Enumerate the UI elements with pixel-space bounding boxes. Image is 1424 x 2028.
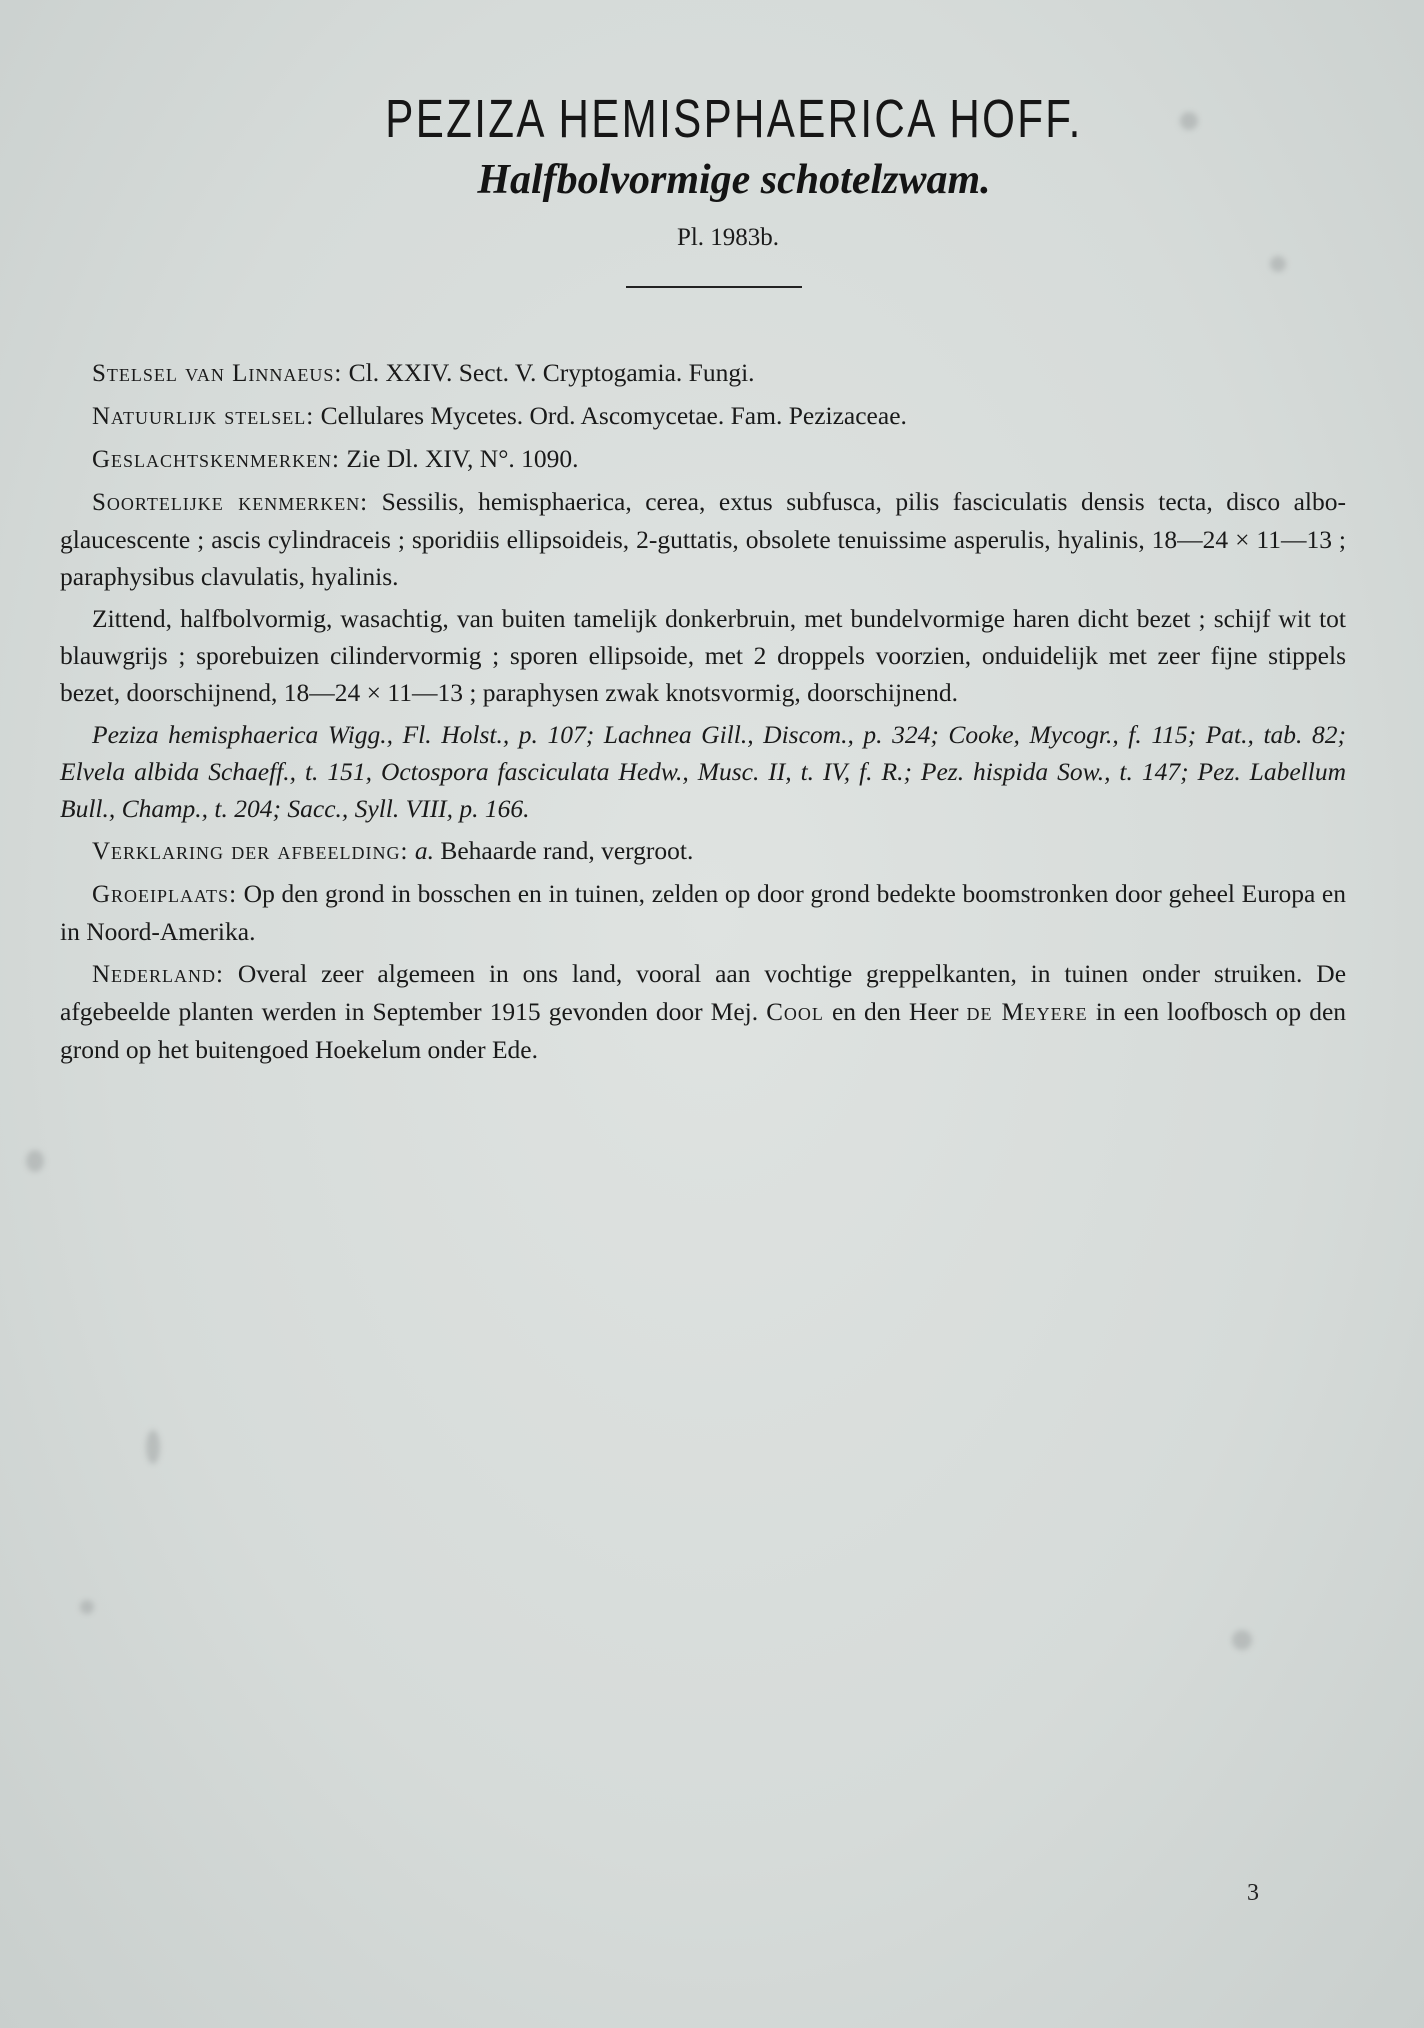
person-name: Cool: [766, 999, 824, 1026]
plate-number: Pl. 1983b.: [676, 224, 780, 251]
paper-spot: [1232, 1630, 1252, 1650]
paragraph-label: Verklaring der afbeelding:: [92, 838, 409, 865]
paragraph-text: Overal zeer algemeen in ons land, vooral aan vochtige greppelkanten, in tuinen onder struiken. De afgebeelde planten werden in September 1915 gevonden door Mej.: [60, 959, 1347, 1026]
paragraph-figure-explanation: [60, 832, 1346, 870]
paragraph-text: Peziza hemisphaerica Wigg., Fl. Holst., p. 107; Lachnea Gill., Discom., p. 324; Cooke, Mycogr., f. 115; Pat., tab. 82; Elvela albida Schaeff., t. 151, Octospora fasciculata Hedw., Musc. II, t. IV, f. R.; Pez. hispida Sow., t. 147; Pez. Labellum Bull., Champ., t. 204; Sacc., Syll. VIII, p. 166.: [60, 720, 1346, 823]
paragraph-label: Geslachtskenmerken:: [92, 446, 341, 473]
paragraph-habitat: [60, 875, 1346, 950]
paragraph-species-dutch: [60, 600, 1346, 711]
title-rule: [626, 286, 802, 288]
document-body: [60, 354, 1346, 1073]
paragraph-label: Stelsel van Linnaeus:: [92, 360, 343, 387]
paragraph-text: Zittend, halfbolvormig, wasachtig, van buiten tamelijk donkerbruin, met bundelvormige haren dicht bezet ; schijf wit tot blauwgrijs ; sporebuizen cilindervormig ; sporen ellipsoide, met 2 droppels voorzien, onduidelijk met zeer fijne stippels bezet, doorschijnend, 18—24 × 11—13 ; paraphysen zwak knotsvormig, doorschijnend.: [60, 604, 1346, 707]
paragraph-linnaeus: [60, 354, 1346, 392]
paragraph-text: Zie Dl. XIV, N°. 1090.: [346, 444, 579, 473]
paragraph-synonyms: [60, 716, 1346, 827]
paragraph-label: Nederland:: [92, 961, 224, 988]
paragraph-label: Natuurlijk stelsel:: [92, 403, 315, 430]
paragraph-text: Op den grond in bosschen en in tuinen, zelden op door grond bedekte boomstronken door geheel Europa en in Noord-Amerika.: [60, 879, 1346, 946]
figure-letter: a.: [414, 836, 434, 865]
paragraph-text: Cellulares Mycetes. Ord. Ascomycetae. Fam. Pezizaceae.: [320, 401, 907, 430]
page-title: PEZIZA HEMISPHAERICA HOFF.: [385, 89, 1083, 149]
paragraph-text: Sessilis, hemisphaerica, cerea, extus subfusca, pilis fasciculatis densis tecta, disco albo-glaucescente ; ascis cylindraceis ; sporidiis ellipsoideis, 2-guttatis, obsolete tenuissime asperulis, hyalinis, 18—24 × 11—13 ; paraphysibus clavulatis, hyalinis.: [60, 487, 1346, 591]
paragraph-netherlands: [60, 955, 1346, 1068]
page-number: 3: [1247, 1880, 1259, 1906]
header: [0, 88, 1424, 288]
paragraph-label: Soortelijke kenmerken:: [92, 489, 369, 516]
paragraph-text: en den Heer: [831, 997, 959, 1026]
paragraph-text: Behaarde rand, vergroot.: [440, 836, 694, 865]
paragraph-text: Cl. XXIV. Sect. V. Cryptogamia. Fungi.: [348, 358, 755, 387]
paragraph-label: Groeiplaats:: [92, 881, 238, 908]
paragraph-natural-system: [60, 397, 1346, 435]
paragraph-genus: [60, 440, 1346, 478]
paper-spot: [80, 1600, 94, 1614]
paper-spot: [146, 1430, 160, 1464]
paragraph-species-latin: [60, 483, 1346, 595]
paragraph-text: in een loofbosch op den grond op het buitengoed Hoekelum onder Ede.: [60, 997, 1347, 1064]
paper-spot: [26, 1150, 44, 1172]
person-name: de Meyere: [966, 999, 1088, 1026]
page-subtitle: Halfbolvormige schotelzwam.: [477, 157, 991, 203]
